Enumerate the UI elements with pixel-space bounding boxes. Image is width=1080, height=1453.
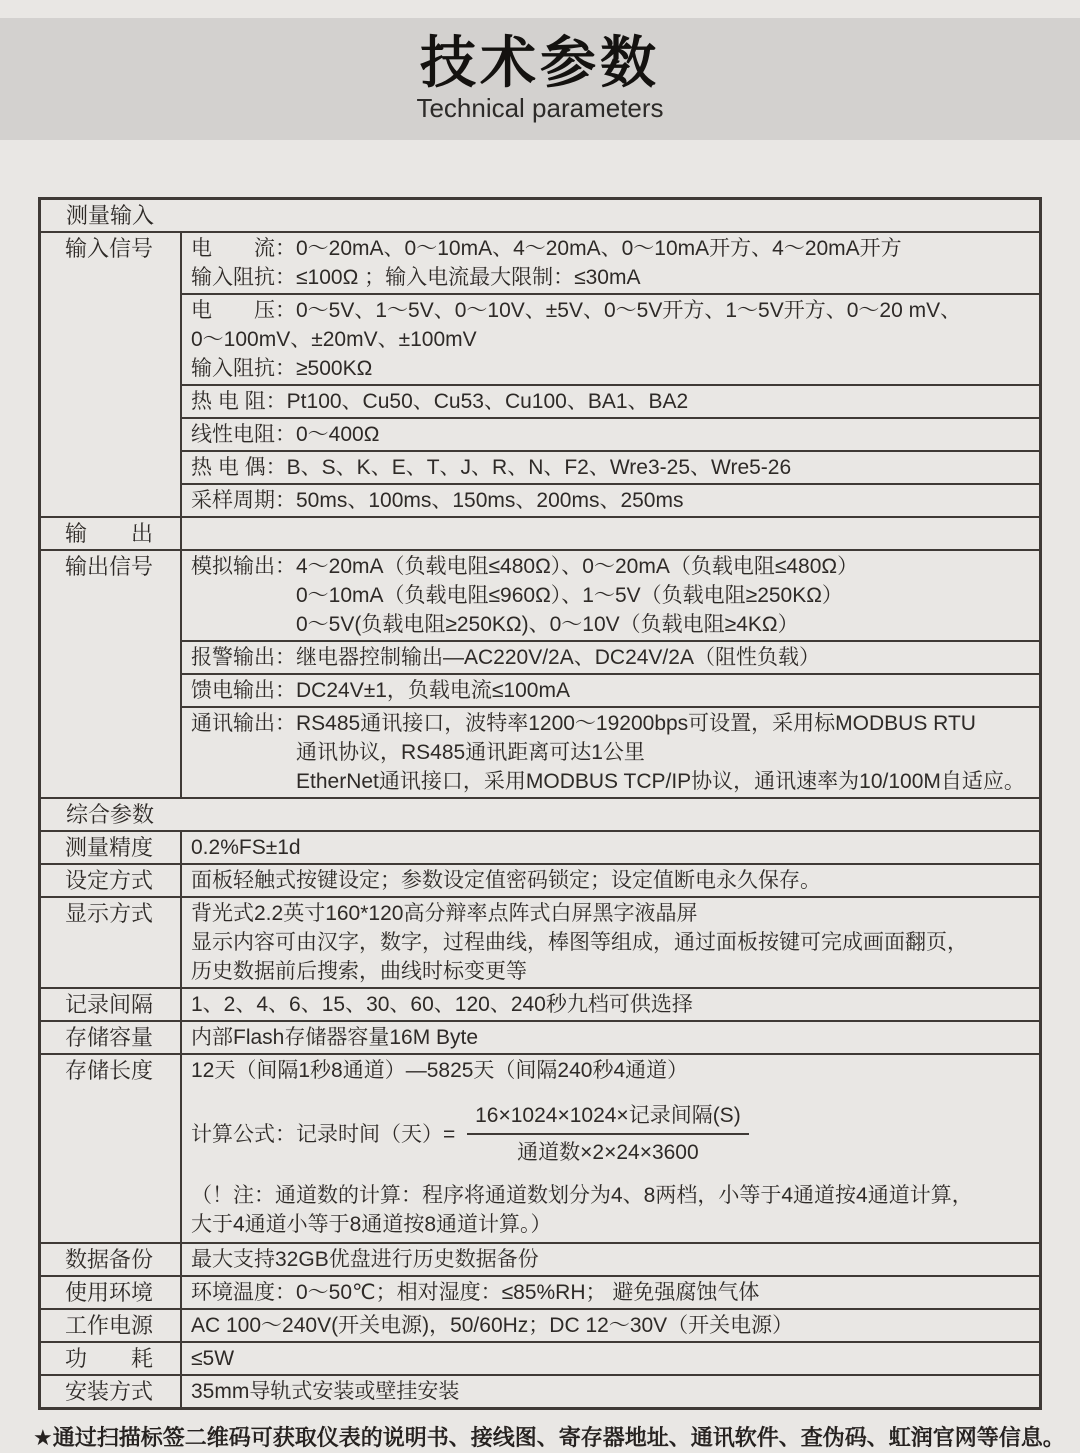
footnote	[33, 1423, 1065, 1453]
page-title: 技术参数	[420, 31, 660, 94]
row-label: 显示方式	[41, 898, 182, 987]
row-label: 使用环境	[41, 1277, 182, 1308]
content-line: 0～5V(负载电阻≥250KΩ)、0～10V（负载电阻≥4KΩ）	[191, 613, 799, 636]
formula-label: 计算公式：记录时间（天）=	[191, 1122, 462, 1146]
table-row	[41, 863, 1039, 896]
row-label: 设定方式	[41, 865, 182, 896]
content-line: 12天（间隔1秒8通道）—5825天（间隔240秒4通道）	[191, 1059, 689, 1082]
row-label: 存储长度	[41, 1055, 182, 1242]
row-content	[182, 1376, 1039, 1407]
sub-row	[182, 417, 1039, 450]
row-content	[182, 898, 1039, 987]
content-line: 1、2、4、6、15、30、60、120、240秒九档可供选择	[191, 993, 693, 1016]
sub-row	[182, 293, 1039, 384]
table-row	[41, 1275, 1039, 1308]
sub-row	[182, 483, 1039, 516]
content-line	[191, 519, 1039, 548]
table-row	[41, 1374, 1039, 1407]
content-line: 热 电 偶：B、S、K、E、T、J、R、N、F2、Wre3-25、Wre5-26	[191, 456, 792, 479]
table-row	[41, 231, 1039, 516]
row-label: 输 出	[41, 518, 182, 549]
content-line: 0.2%FS±1d	[191, 836, 301, 859]
sub-row	[182, 384, 1039, 417]
content-line: 馈电输出：DC24V±1，负载电流≤100mA	[191, 679, 570, 702]
table-row	[41, 1308, 1039, 1341]
content-line: 环境温度：0～50℃；相对湿度：≤85%RH； 避免强腐蚀气体	[191, 1281, 760, 1304]
row-content	[182, 551, 1039, 797]
table-row	[41, 896, 1039, 987]
row-label: 功 耗	[41, 1343, 182, 1374]
fraction-denominator: 通道数×2×24×3600	[517, 1141, 699, 1164]
row-label: 输入信号	[41, 233, 182, 516]
row-label: 工作电源	[41, 1310, 182, 1341]
content-line: 背光式2.2英寸160*120高分辩率点阵式白屏黑字液晶屏	[191, 902, 698, 925]
page-subtitle: Technical parameters	[416, 93, 664, 123]
storage-formula	[191, 1101, 1039, 1167]
formula-note	[191, 1181, 1039, 1239]
content-line: 通讯输出：RS485通讯接口，波特率1200～19200bps可设置，采用标MODBUS RTU	[191, 712, 976, 735]
content-line: 显示内容可由汉字，数字，过程曲线，棒图等组成，通过面板按键可完成画面翻页，	[191, 931, 968, 954]
sub-row	[182, 450, 1039, 483]
content-line: 内部Flash存储器容量16M Byte	[191, 1026, 479, 1049]
table-section-row	[41, 200, 1039, 231]
content-line: 大于4通道小等于8通道按8通道计算。）	[191, 1213, 552, 1236]
content-line: （！注：通道数的计算：程序将通道数划分为4、8两档，小等于4通道按4通道计算，	[191, 1184, 973, 1207]
content-line: 采样周期：50ms、100ms、150ms、200ms、250ms	[191, 489, 684, 512]
content-line: 0～10mA（负载电阻≤960Ω）、1～5V（负载电阻≥250KΩ）	[191, 584, 843, 607]
row-content	[182, 1343, 1039, 1374]
content-line: 模拟输出：4～20mA（负载电阻≤480Ω）、0～20mA（负载电阻≤480Ω）	[191, 555, 859, 578]
sub-row	[182, 706, 1039, 797]
sub-row	[182, 551, 1039, 640]
table-row	[41, 1341, 1039, 1374]
spec-table	[38, 197, 1042, 1410]
fraction-numerator: 16×1024×1024×记录间隔(S)	[467, 1101, 749, 1135]
table-row	[41, 516, 1039, 549]
content-line: 输入阻抗：≤100Ω ；输入电流最大限制：≤30mA	[191, 266, 641, 289]
content-line: 热 电 阻：Pt100、Cu50、Cu53、Cu100、BA1、BA2	[191, 390, 689, 413]
row-content	[182, 1022, 1039, 1053]
table-row	[41, 830, 1039, 863]
table-section-row	[41, 797, 1039, 830]
content-line: ≤5W	[191, 1347, 235, 1370]
row-content	[182, 233, 1039, 516]
section-label: 测量输入	[66, 203, 155, 228]
content-line: 最大支持32GB优盘进行历史数据备份	[191, 1248, 539, 1271]
footnote-text: 通过扫描标签二维码可获取仪表的说明书、接线图、寄存器地址、通讯软件、查伪码、虹润官网等信息。	[52, 1425, 1065, 1450]
row-label: 安装方式	[41, 1376, 182, 1407]
content-line: 输入阻抗：≥500KΩ	[191, 357, 373, 380]
content-line: EtherNet通讯接口，采用MODBUS TCP/IP协议，通讯速率为10/100M自适应。	[191, 770, 1025, 793]
content-line: 面板轻触式按键设定；参数设定值密码锁定；设定值断电永久保存。	[191, 869, 821, 892]
table-row	[41, 1020, 1039, 1053]
fraction	[467, 1101, 749, 1167]
table-row	[41, 1053, 1039, 1242]
table-row	[41, 1242, 1039, 1275]
row-label: 输出信号	[41, 551, 182, 797]
row-content	[182, 832, 1039, 863]
row-content	[182, 518, 1039, 549]
content-line: 35mm导轨式安装或壁挂安装	[191, 1380, 460, 1403]
row-label: 数据备份	[41, 1244, 182, 1275]
row-content	[182, 865, 1039, 896]
star-icon: ★	[33, 1425, 53, 1450]
content-line: 线性电阻：0～400Ω	[191, 423, 380, 446]
content-line: AC 100～240V(开关电源)，50/60Hz；DC 12～30V（开关电源）	[191, 1314, 794, 1337]
row-label: 测量精度	[41, 832, 182, 863]
row-content	[182, 1055, 1039, 1242]
header-band	[0, 18, 1080, 140]
row-label: 记录间隔	[41, 989, 182, 1020]
row-content	[182, 1244, 1039, 1275]
content-line: 报警输出：继电器控制输出—AC220V/2A、DC24V/2A（阻性负载）	[191, 646, 820, 669]
sub-row	[182, 673, 1039, 706]
row-content	[182, 989, 1039, 1020]
content-line: 通讯协议，RS485通讯距离可达1公里	[191, 741, 645, 764]
table-row	[41, 987, 1039, 1020]
row-label: 存储容量	[41, 1022, 182, 1053]
content-line: 0～100mV、±20mV、±100mV	[191, 328, 477, 351]
sub-row	[182, 233, 1039, 293]
content-line: 电 压：0～5V、1～5V、0～10V、±5V、0～5V开方、1～5V开方、0～20 mV、	[191, 299, 962, 322]
table-row	[41, 549, 1039, 797]
row-content	[182, 1310, 1039, 1341]
row-content	[182, 1277, 1039, 1308]
content-line: 历史数据前后搜索，曲线时标变更等	[191, 960, 527, 983]
content-line: 电 流：0～20mA、0～10mA、4～20mA、0～10mA开方、4～20mA开方	[191, 237, 902, 260]
sub-row	[182, 640, 1039, 673]
section-label: 综合参数	[66, 802, 155, 827]
